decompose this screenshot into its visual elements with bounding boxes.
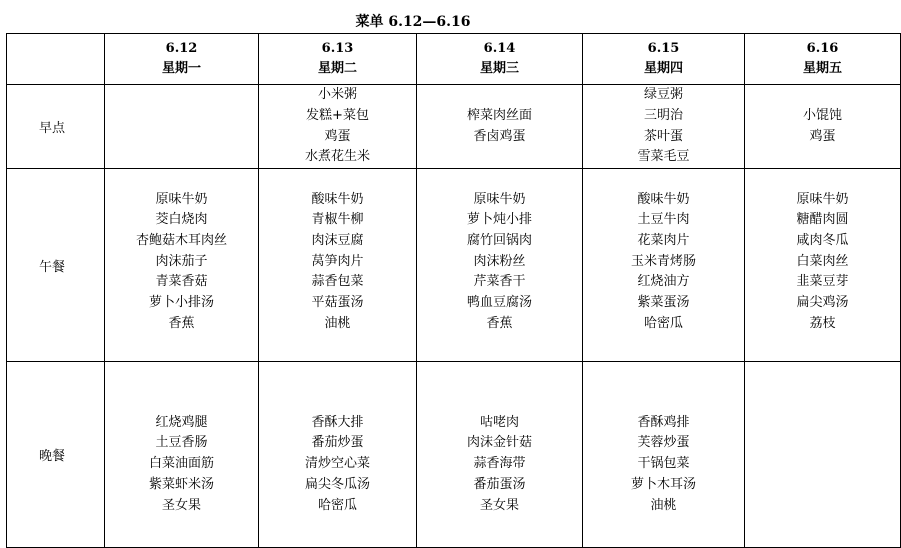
day-weekday: 星期一 — [161, 61, 201, 76]
day-header — [583, 34, 745, 85]
corner-cell — [7, 34, 105, 85]
meal-row-dinner — [7, 362, 901, 548]
day-date: 6.15 — [647, 41, 680, 56]
day-date: 6.13 — [321, 41, 354, 56]
menu-cell — [745, 362, 901, 548]
menu-cell — [583, 85, 745, 169]
dish-item: 扁尖鸡汤 — [796, 295, 849, 311]
day-weekday: 星期二 — [317, 61, 357, 76]
dish-item: 莴笋肉片 — [311, 253, 364, 269]
dish-item: 芙蓉炒蛋 — [637, 435, 690, 451]
day-header — [417, 34, 583, 85]
dish-item: 鸡蛋 — [809, 128, 836, 144]
dish-item: 肉沫豆腐 — [311, 232, 364, 248]
dish-item: 白菜肉丝 — [796, 253, 849, 269]
dish-item: 原味牛奶 — [155, 191, 208, 207]
dish-item: 酸味牛奶 — [311, 191, 364, 207]
dish-item: 原味牛奶 — [796, 191, 849, 207]
dish-item: 紫菜虾米汤 — [148, 476, 214, 492]
menu-cell — [105, 169, 259, 362]
dish-item: 香卤鸡蛋 — [473, 128, 526, 144]
meal-row-lunch — [7, 169, 901, 362]
dish-item: 腐竹回锅肉 — [466, 232, 532, 248]
dish-item: 平菇蛋汤 — [311, 295, 364, 311]
menu-cell — [745, 85, 901, 169]
menu-cell — [417, 85, 583, 169]
dish-item: 紫菜蛋汤 — [637, 295, 690, 311]
meal-label: 早点 — [7, 85, 105, 169]
menu-cell — [105, 362, 259, 548]
dish-item: 清炒空心菜 — [304, 456, 370, 472]
dish-item: 小馄饨 — [802, 107, 842, 123]
dish-item: 土豆香肠 — [155, 435, 208, 451]
header-row — [7, 34, 901, 85]
dish-item: 杏鲍菇木耳肉丝 — [135, 232, 227, 248]
dish-item: 咸肉冬瓜 — [796, 232, 849, 248]
dish-item: 油桃 — [650, 497, 677, 513]
dish-item: 鸡蛋 — [324, 128, 351, 144]
dish-item: 肉沫粉丝 — [473, 253, 526, 269]
dish-item: 雪菜毛豆 — [637, 149, 690, 165]
dish-item: 青椒牛柳 — [311, 212, 364, 228]
dish-item: 小米粥 — [317, 87, 357, 103]
dish-item: 茭白烧肉 — [155, 212, 208, 228]
dish-item: 荔枝 — [809, 315, 836, 331]
dish-item: 土豆牛肉 — [637, 212, 690, 228]
dish-item: 圣女果 — [161, 497, 201, 513]
dish-item: 哈密瓜 — [317, 497, 357, 513]
dish-item: 香酥鸡排 — [637, 414, 690, 430]
dish-item: 番茄蛋汤 — [473, 476, 526, 492]
dish-item: 酸味牛奶 — [637, 191, 690, 207]
menu-cell — [417, 169, 583, 362]
day-weekday: 星期五 — [802, 61, 842, 76]
menu-cell — [105, 85, 259, 169]
dish-item: 玉米青烤肠 — [630, 253, 696, 269]
dish-item: 榨菜肉丝面 — [466, 107, 532, 123]
dish-item: 水煮花生米 — [304, 149, 370, 165]
weekly-menu-table — [6, 33, 901, 548]
dish-item: 香蕉 — [168, 315, 195, 331]
dish-item: 发糕+菜包 — [306, 107, 369, 123]
dish-item: 三明治 — [643, 107, 683, 123]
dish-item: 鸭血豆腐汤 — [466, 295, 532, 311]
meal-label: 午餐 — [7, 169, 105, 362]
dish-item: 扁尖冬瓜汤 — [304, 476, 370, 492]
menu-cell — [259, 362, 417, 548]
menu-cell — [259, 85, 417, 169]
menu-cell — [583, 362, 745, 548]
dish-item: 青菜香菇 — [155, 274, 208, 290]
dish-item: 糖醋肉圆 — [796, 212, 849, 228]
dish-item: 萝卜小排汤 — [148, 295, 214, 311]
dish-item: 肉沫金针菇 — [466, 435, 532, 451]
dish-item: 芹菜香干 — [473, 274, 526, 290]
dish-item: 萝卜炖小排 — [466, 212, 532, 228]
dish-item: 茶叶蛋 — [643, 128, 683, 144]
day-header — [745, 34, 901, 85]
dish-item: 蒜香海带 — [473, 456, 526, 472]
day-weekday: 星期三 — [479, 61, 519, 76]
menu-title: 菜单 6.12—6.16 — [355, 14, 471, 30]
dish-item: 圣女果 — [479, 497, 519, 513]
menu-cell — [417, 362, 583, 548]
menu-cell — [259, 169, 417, 362]
day-weekday: 星期四 — [643, 61, 683, 76]
day-header — [259, 34, 417, 85]
meal-label: 晚餐 — [7, 362, 105, 548]
dish-item: 韭菜豆芽 — [796, 274, 849, 290]
dish-item: 香酥大排 — [311, 414, 364, 430]
dish-item: 哈密瓜 — [643, 315, 683, 331]
day-date: 6.14 — [483, 41, 516, 56]
dish-item: 花菜肉片 — [637, 232, 690, 248]
dish-item: 红烧鸡腿 — [155, 414, 208, 430]
dish-item: 绿豆粥 — [643, 87, 683, 103]
meal-row-breakfast — [7, 85, 901, 169]
dish-item: 番茄炒蛋 — [311, 435, 364, 451]
dish-item: 干锅包菜 — [637, 456, 690, 472]
menu-cell — [745, 169, 901, 362]
day-date: 6.16 — [806, 41, 839, 56]
dish-item: 肉沫茄子 — [155, 253, 208, 269]
dish-item: 白菜油面筋 — [148, 456, 214, 472]
dish-item: 红烧油方 — [637, 274, 690, 290]
dish-item: 原味牛奶 — [473, 191, 526, 207]
dish-item: 咕咾肉 — [479, 414, 519, 430]
dish-item: 蒜香包菜 — [311, 274, 364, 290]
dish-item: 萝卜木耳汤 — [630, 476, 696, 492]
menu-cell — [583, 169, 745, 362]
dish-item: 油桃 — [324, 315, 351, 331]
dish-item: 香蕉 — [486, 315, 513, 331]
day-header — [105, 34, 259, 85]
day-date: 6.12 — [165, 41, 198, 56]
